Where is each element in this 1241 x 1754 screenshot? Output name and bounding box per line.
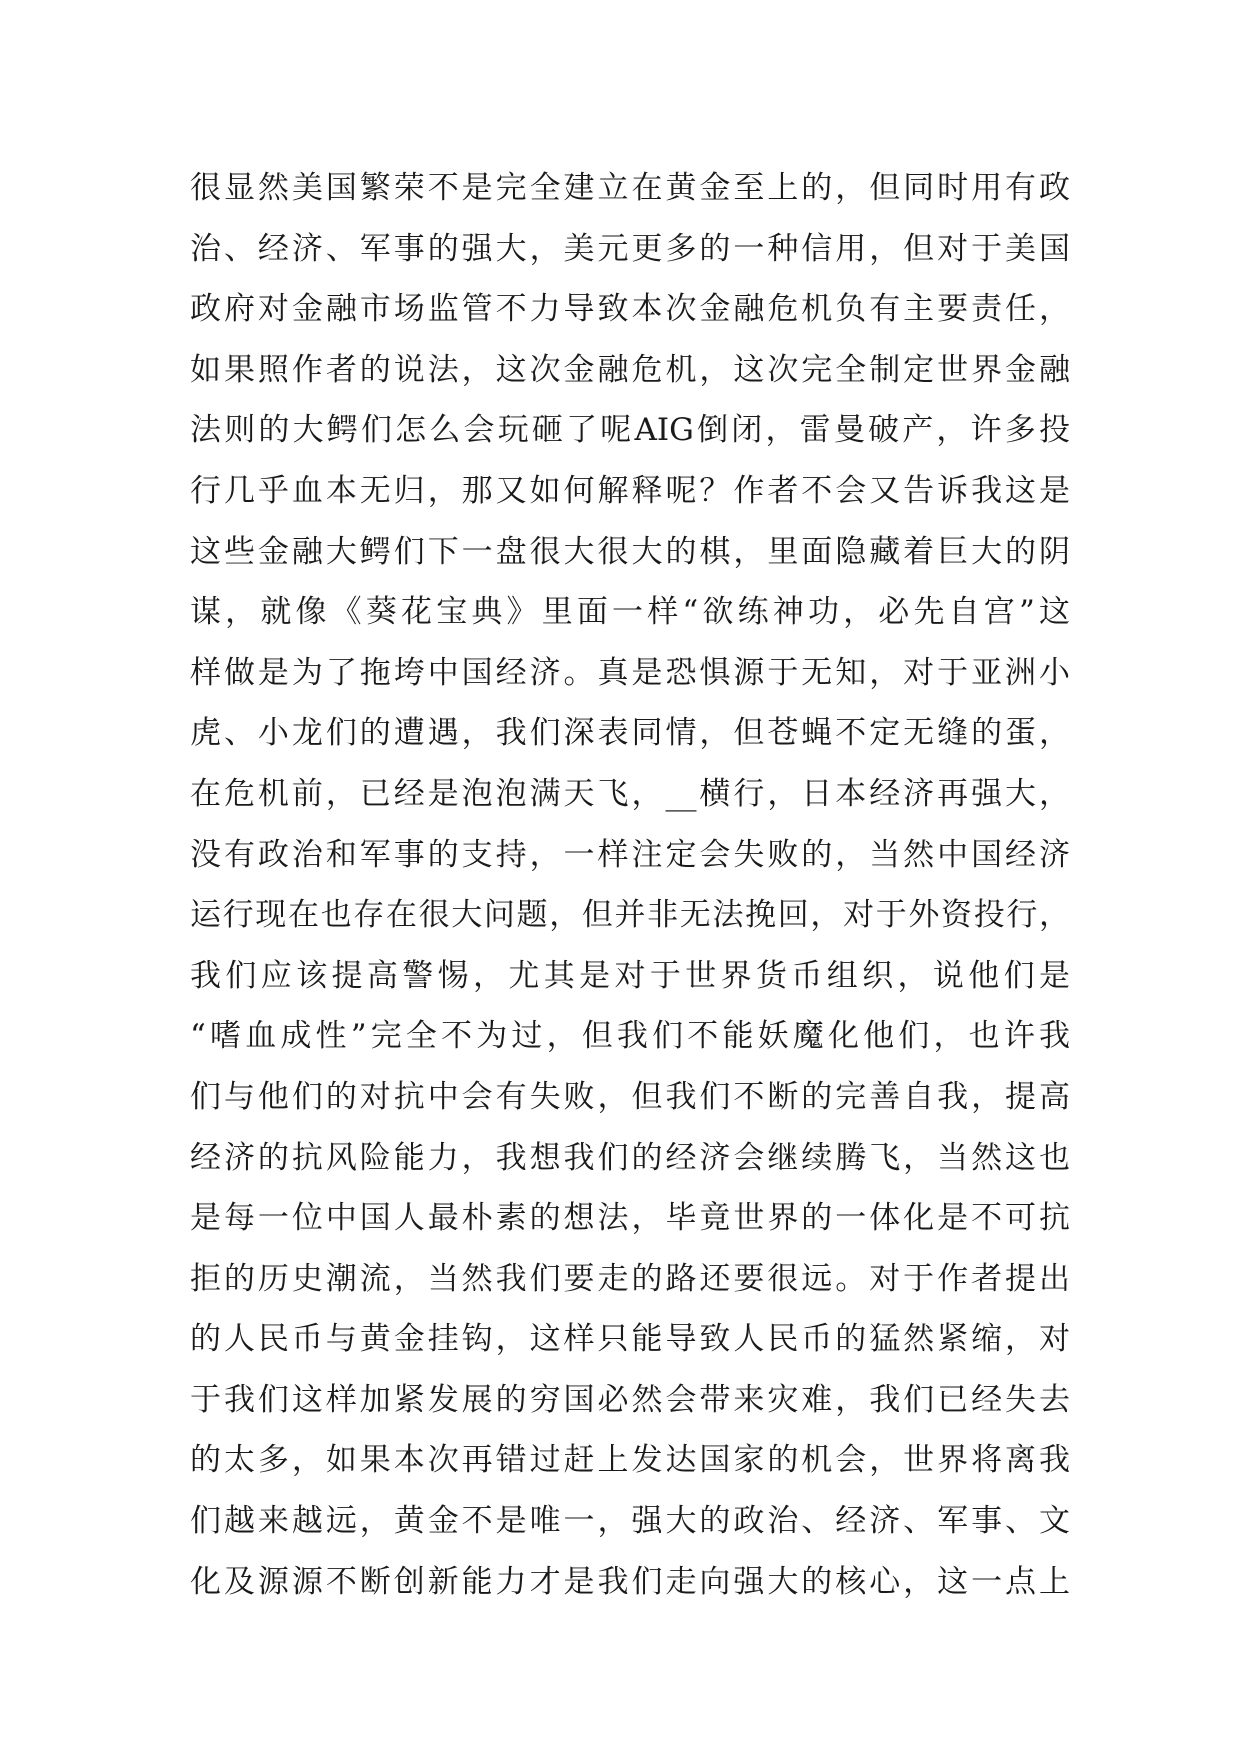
text-line: 很显然美国繁荣不是完全建立在黄金至上的，但同时用有政 xyxy=(190,170,1070,206)
text-line: 化及源源不断创新能力才是我们走向强大的核心，这一点上 xyxy=(190,1563,1070,1600)
text-line: 这些金融大鳄们下一盘很大很大的棋，里面隐藏着巨大的阴 xyxy=(190,533,1070,570)
text-line: 拒的历史潮流，当然我们要走的路还要很远。对于作者提出 xyxy=(190,1260,1070,1297)
text-line: 是每一位中国人最朴素的想法，毕竟世界的一体化是不可抗 xyxy=(190,1200,1070,1237)
text-line: 于我们这样加紧发展的穷国必然会带来灾难，我们已经失去 xyxy=(190,1381,1070,1418)
text-line: 法则的大鳄们怎么会玩砸了呢AIG倒闭，雷曼破产，许多投 xyxy=(190,412,1070,449)
text-line: 的太多，如果本次再错过赶上发达国家的机会，世界将离我 xyxy=(190,1442,1070,1479)
body-paragraph xyxy=(190,158,1070,1612)
text-line: 治、经济、军事的强大，美元更多的一种信用，但对于美国 xyxy=(190,230,1070,267)
text-line: 们与他们的对抗中会有失败，但我们不断的完善自我，提高 xyxy=(190,1078,1070,1115)
text-line: 虎、小龙们的遭遇，我们深表同情，但苍蝇不定无缝的蛋， xyxy=(190,715,1070,752)
text-line: 们越来越远，黄金不是唯一，强大的政治、经济、军事、文 xyxy=(190,1503,1070,1540)
text-line: 我们应该提高警惕，尤其是对于世界货币组织，说他们是 xyxy=(190,957,1070,994)
text-line: 样做是为了拖垮中国经济。真是恐惧源于无知，对于亚洲小 xyxy=(190,654,1070,691)
text-line: 在危机前，已经是泡泡满天飞，__横行，日本经济再强大， xyxy=(190,775,1070,812)
text-line: 没有政治和军事的支持，一样注定会失败的，当然中国经济 xyxy=(190,836,1070,873)
text-line: 经济的抗风险能力，我想我们的经济会继续腾飞，当然这也 xyxy=(190,1139,1070,1176)
text-line: 谋，就像《葵花宝典》里面一样“欲练神功，必先自宫”这 xyxy=(190,594,1070,631)
text-line: 的人民币与黄金挂钩，这样只能导致人民币的猛然紧缩，对 xyxy=(190,1321,1070,1358)
text-line: 行几乎血本无归，那又如何解释呢？作者不会又告诉我这是 xyxy=(190,472,1070,509)
text-line: 如果照作者的说法，这次金融危机，这次完全制定世界金融 xyxy=(190,351,1070,388)
text-line: 政府对金融市场监管不力导致本次金融危机负有主要责任， xyxy=(190,291,1070,328)
text-line: “嗜血成性”完全不为过，但我们不能妖魔化他们，也许我 xyxy=(190,1018,1070,1055)
text-line: 运行现在也存在很大问题，但并非无法挽回，对于外资投行， xyxy=(190,897,1070,934)
